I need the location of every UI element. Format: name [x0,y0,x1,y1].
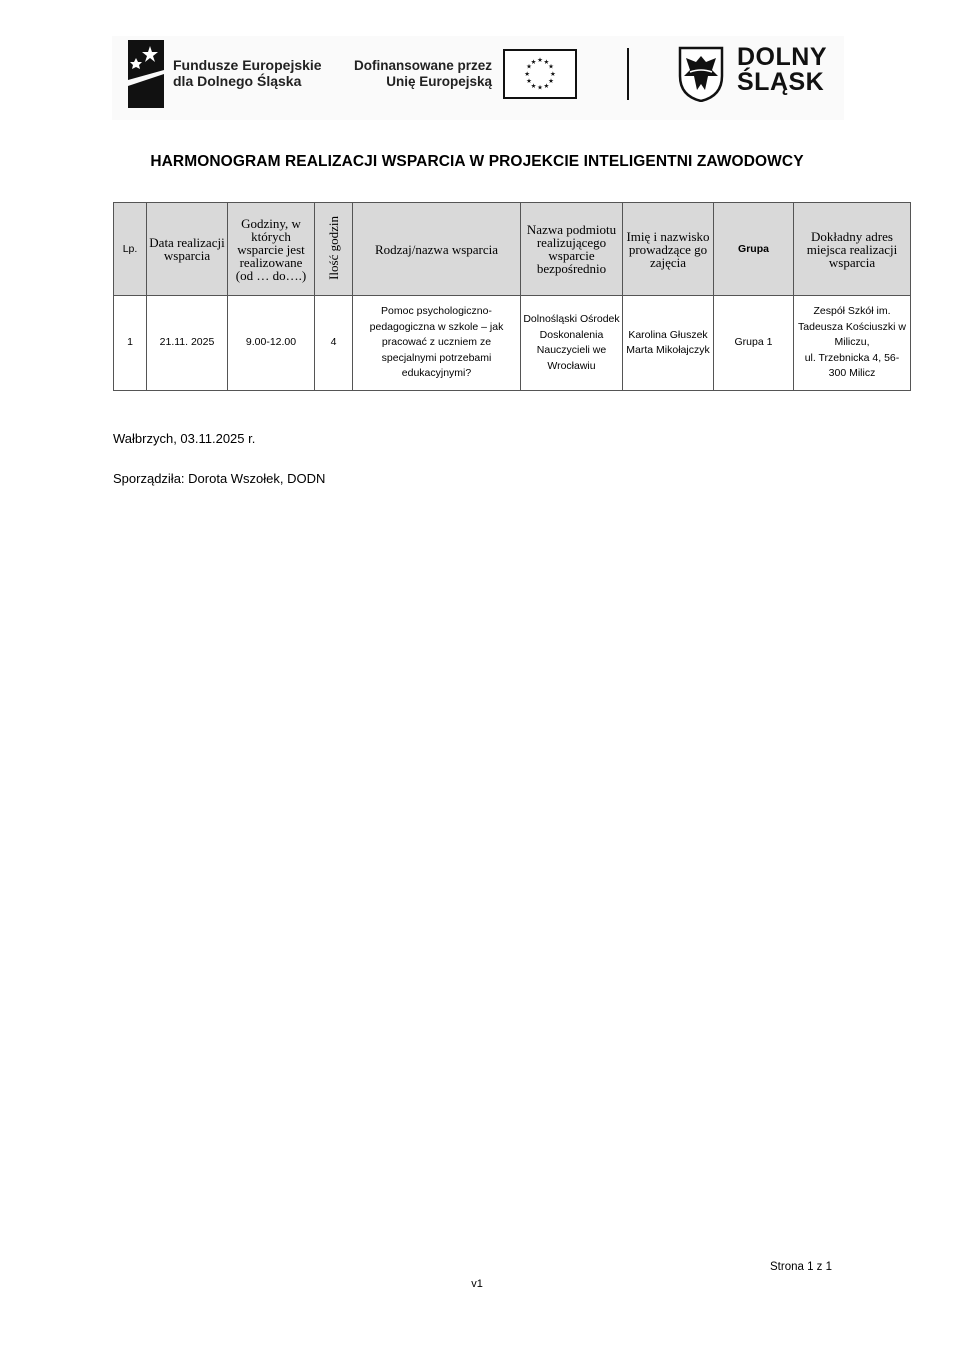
cell-date: 21.11. 2025 [147,296,228,391]
logo-divider [627,48,629,100]
dolny-slask-eagle-icon [678,46,724,102]
place-and-date: Wałbrzych, 03.11.2025 r. [113,431,256,446]
cell-group: Grupa 1 [714,296,794,391]
table-header-row [114,203,911,296]
header-date: Data realizacji wsparcia [147,203,228,296]
eu-flag-icon [503,49,577,99]
header-hours: Godziny, w których wsparcie jest realizowane (od … do….) [228,203,315,296]
svg-text:★: ★ [530,81,537,90]
prepared-by: Sporządziła: Dorota Wszołek, DODN [113,471,326,486]
cell-lp: 1 [114,296,147,391]
cell-provider: Dolnośląski Ośrodek Doskonalenia Nauczycieli we Wrocławiu [521,296,623,391]
header-hour-count-label: Ilość godzin [326,216,341,280]
svg-text:★: ★ [543,57,550,66]
page-number: Strona 1 z 1 [770,1261,833,1273]
svg-text:★: ★ [549,69,556,78]
svg-text:★: ★ [543,81,550,90]
fundusze-europejskie-text: Fundusze Europejskie dla Dolnego Śląska [173,57,322,89]
header-provider: Nazwa podmiotu realizującego wsparcie bezpośrednio [521,203,623,296]
header-instructor: Imię i nazwisko prowadzące go zajęcia [623,203,714,296]
svg-text:★: ★ [548,77,554,86]
table-row [114,296,911,391]
header-address: Dokładny adres miejsca realizacji wsparcia [794,203,911,296]
svg-text:★: ★ [548,62,554,71]
cell-hours: 9.00-12.00 [228,296,315,391]
svg-text:★: ★ [526,77,532,86]
header-hour-count [315,203,353,296]
svg-text:★: ★ [530,57,537,66]
svg-text:★: ★ [537,83,543,92]
dolny-slask-logo-text: DOLNY ŚLĄSK [737,43,827,96]
schedule-table [113,202,911,391]
svg-text:★: ★ [526,62,532,71]
svg-text:★: ★ [537,56,543,65]
header-lp: Lp. [114,203,147,296]
cell-instructor: Karolina Głuszek Marta Mikołajczyk [623,296,714,391]
header-group: Grupa [714,203,794,296]
cofinanced-text: Dofinansowane przez Unię Europejską [353,58,492,89]
cell-hour-count: 4 [315,296,353,391]
document-version: v1 [471,1278,483,1290]
svg-text:★: ★ [524,69,531,78]
header-support-type: Rodzaj/nazwa wsparcia [353,203,521,296]
logo-bar [112,36,844,120]
cell-address: Zespół Szkół im. Tadeusza Kościuszki w Miliczu, ul. Trzebnicka 4, 56-300 Milicz [794,296,911,391]
cell-support-type: Pomoc psychologiczno-pedagogiczna w szkole – jak pracować z uczniem ze specjalnymi potrzebami edukacyjnymi? [353,296,521,391]
document-title: HARMONOGRAM REALIZACJI WSPARCIA W PROJEKCIE INTELIGENTNI ZAWODOWCY [150,153,804,170]
fundusze-europejskie-logo-icon [128,40,164,108]
